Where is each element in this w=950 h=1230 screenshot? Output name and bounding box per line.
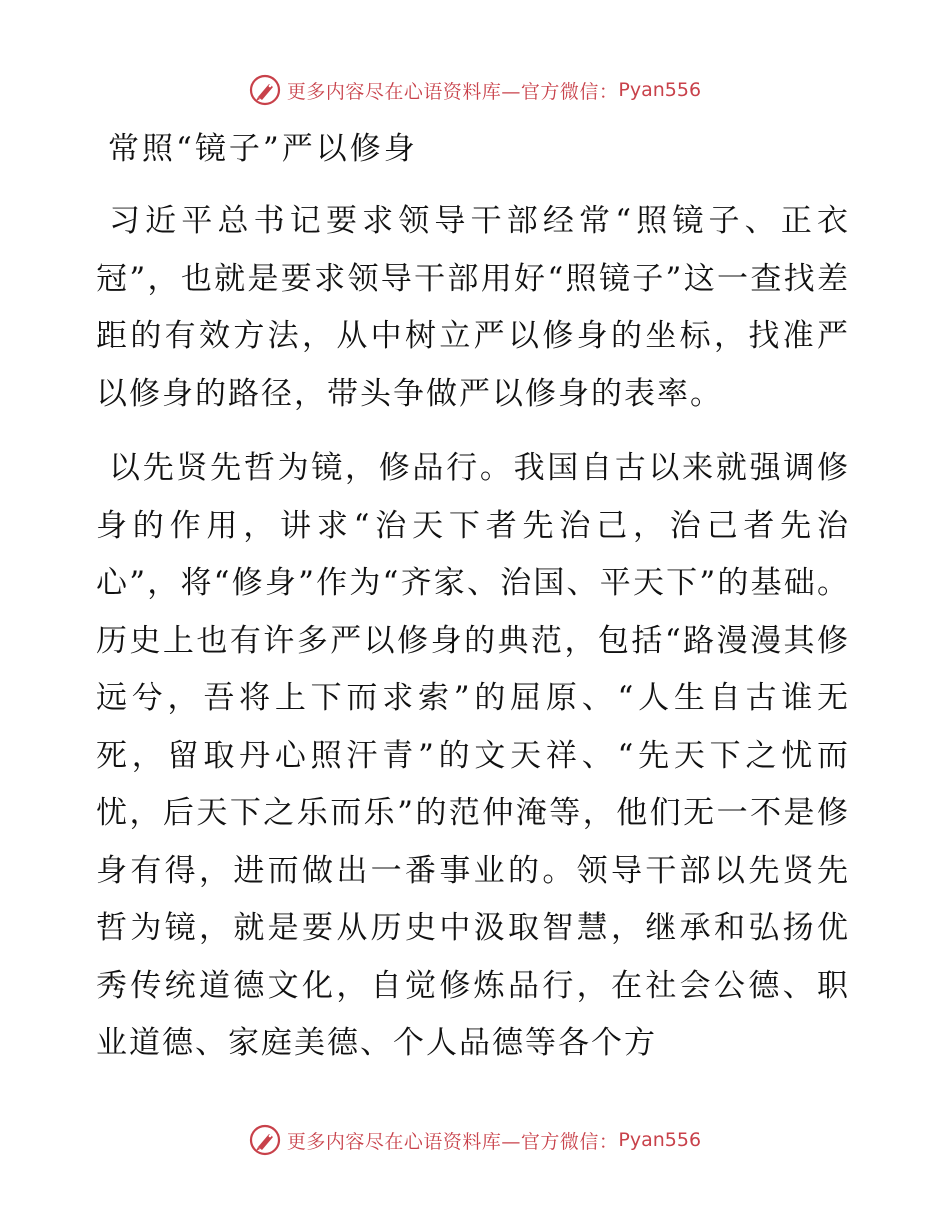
header-banner-text: 更多内容尽在心语资料库—官方微信： bbox=[286, 80, 619, 103]
header-banner-wechat-id: Pyan556 bbox=[618, 79, 702, 101]
pen-nib-logo-icon bbox=[249, 1124, 281, 1156]
pen-nib-logo-icon bbox=[249, 74, 281, 106]
paragraph-1: 习近平总书记要求领导干部经常“照镜子、正衣冠”，也就是要求领导干部用好“照镜子”这一查找差距的有效方法，从中树立严以修身的坐标，找准严以修身的路径，带头争做严以修身的表率。 bbox=[96, 203, 850, 412]
footer-banner-text: 更多内容尽在心语资料库—官方微信： bbox=[286, 1130, 619, 1153]
header-banner bbox=[0, 70, 950, 110]
paragraph-2: 以先贤先哲为镜，修品行。我国自古以来就强调修身的作用，讲求“治天下者先治己，治己者先治心”，将“修身”作为“齐家、治国、平天下”的基础。历史上也有许多严以修身的典范，包括“路漫漫其修远兮，吾将上下而求索”的屈原、“人生自古谁无死，留取丹心照汗青”的文天祥、“先天下之忧而忧，后天下之乐而乐”的范仲淹等，他们无一不是修身有得，进而做出一番事业的。领导干部以先贤先哲为镜，就是要从历史中汲取智慧，继承和弘扬优秀传统道德文化，自觉修炼品行，在社会公德、职业道德、家庭美德、个人品德等各个方 bbox=[96, 450, 850, 1061]
article-title: 常照“镜子”严以修身 bbox=[108, 131, 418, 167]
footer-banner bbox=[0, 1120, 950, 1160]
footer-banner-wechat-id: Pyan556 bbox=[618, 1129, 702, 1151]
